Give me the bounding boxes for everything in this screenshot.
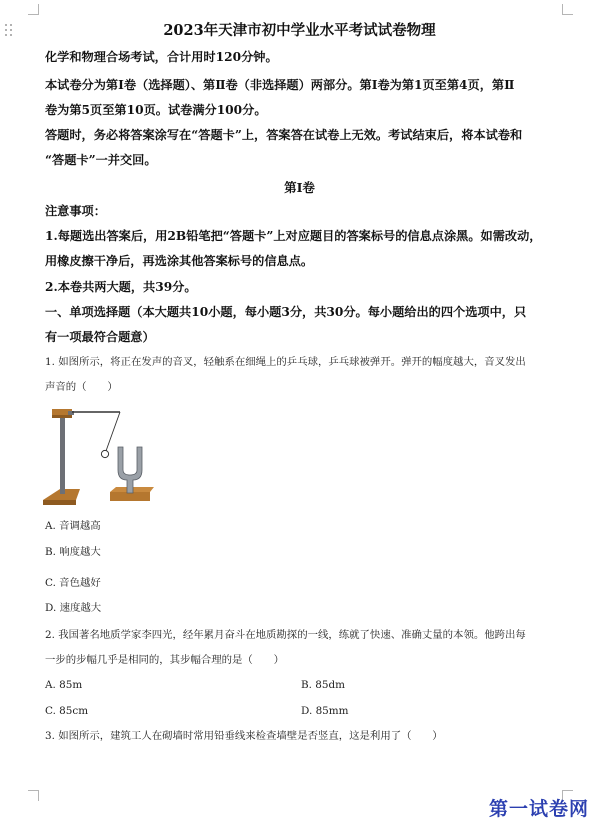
crop-mark-bottom-left (28, 790, 39, 801)
question-1-option: B. 响度越大 (45, 546, 101, 558)
question-1-option: C. 音色越好 (45, 577, 101, 589)
notes-heading: 注意事项： (45, 204, 106, 218)
question-2-option: D. 85mm (301, 705, 349, 717)
question-1-line: 1. 如图所示，将正在发声的音叉，轻触系在细绳上的乒乓球，乒乓球被弹开。弹开的幅度越大，音叉发出 (45, 356, 526, 368)
intro-line: 答题时，务必将答案涂写在“答题卡”上，答案答在试卷上无效。考试结束后，将本试卷和 (45, 128, 523, 142)
question-1-option: D. 速度越大 (45, 602, 102, 614)
stand-pole (60, 414, 65, 494)
question-1-option: A. 音调越高 (45, 520, 101, 532)
notes-line: 用橡皮擦干净后，再选涂其他答案标号的信息点。 (45, 254, 314, 268)
tuning-fork-figure (40, 400, 158, 512)
section-title: 第Ⅰ卷 (284, 180, 315, 195)
page-title: 2023年天津市初中学业水平考试试卷物理 (163, 22, 436, 39)
crop-mark-top-left (28, 4, 39, 15)
intro-line: 卷为第5页至第10页。试卷满分100分。 (45, 103, 267, 117)
watermark-logo: 第一试卷网 (488, 798, 589, 820)
part-heading-line: 一、单项选择题（本大题共10小题，每小题3分，共30分。每小题给出的四个选项中，只 (45, 305, 527, 319)
ping-pong-ball (101, 450, 108, 457)
tuning-fork (118, 447, 142, 493)
part-heading-line: 有一项最符合题意） (45, 330, 155, 344)
question-2-line: 2. 我国著名地质学家李四光，经年累月奋斗在地质勘探的一线，练就了快速、准确丈量的本领。他跨出每 (45, 629, 526, 641)
question-2-option: A. 85m (45, 679, 83, 691)
intro-line: 化学和物理合场考试，合计用时120分钟。 (45, 50, 278, 64)
string (106, 412, 120, 451)
question-2-option: B. 85dm (301, 679, 345, 691)
question-1-line: 声音的（ ） (45, 381, 118, 393)
notes-line: 2.本卷共两大题，共39分。 (45, 280, 197, 294)
crop-mark-top-right (562, 4, 573, 15)
notes-line: 1.每题选出答案后，用2B铅笔把“答题卡”上对应题目的答案标号的信息点涂黑。如需改动， (45, 229, 542, 243)
intro-line: 本试卷分为第Ⅰ卷（选择题）、第Ⅱ卷（非选择题）两部分。第Ⅰ卷为第1页至第4页，第Ⅱ (45, 78, 515, 92)
intro-line: “答题卡”一并交回。 (45, 153, 157, 167)
question-2-option: C. 85cm (45, 705, 89, 717)
question-3-line: 3. 如图所示，建筑工人在砌墙时常用铅垂线来检查墙壁是否竖直，这是利用了（ ） (45, 730, 443, 742)
question-2-line: 一步的步幅几乎是相同的，其步幅合理的是（ ） (45, 654, 284, 666)
